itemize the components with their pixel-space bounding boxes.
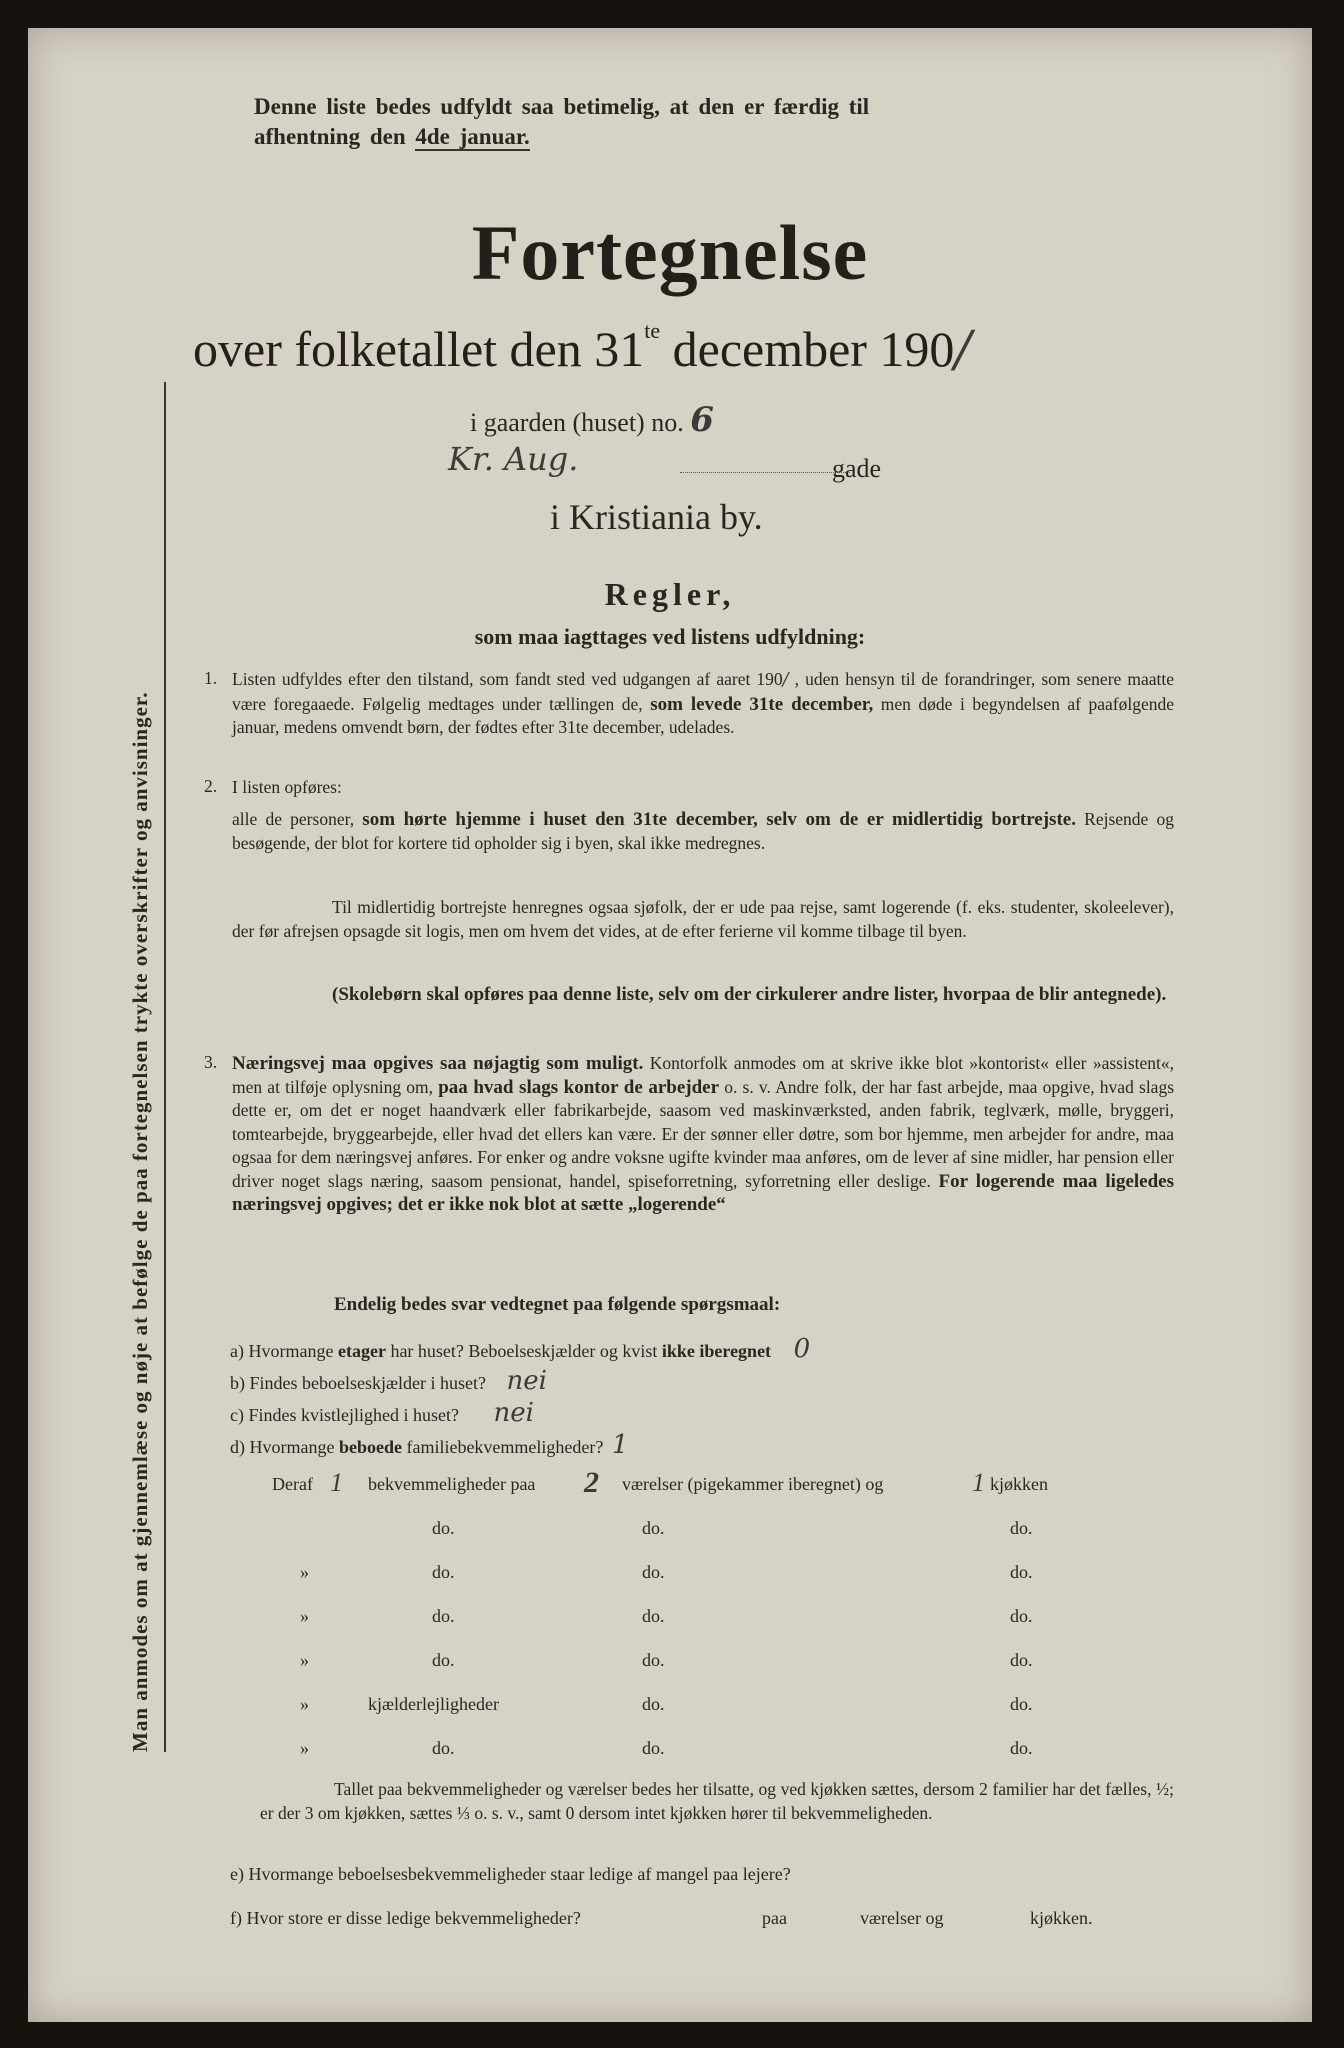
rule-2-head: I listen opføres:: [232, 777, 342, 797]
row-6-do-2: do.: [642, 1738, 665, 1758]
question-d-bold: beboede: [338, 1437, 402, 1457]
rule-1-bold: som levede 31te december,: [650, 693, 874, 715]
table-col-2: værelser (pigekammer iberegnet) og: [622, 1474, 884, 1494]
question-e: e) Hvormange beboelsesbekvemmeligheder staar ledige af mangel paa lejere?: [230, 1864, 791, 1884]
row-6-do-3: do.: [1010, 1738, 1033, 1758]
rule-1-c: men døde i begyndelsen af paafølgende januar, medens omvendt børn, der fødtes efter 31te december, udelades.: [232, 693, 1175, 737]
table-note: Tallet paa bekvemmeligheder og værelser bedes her tilsatte, og ved kjøkken sættes, dersom 2 familier har det fælles, ½; er der 3 om kjøkken, sættes ⅓ o. s. v., samt 0 dersom intet kjøkken hører til bekvemmeligheden.: [260, 1779, 1174, 1823]
rule-2-paragraph-3: (Skolebørn skal opføres paa denne liste, selv om der cirkulerer andre lister, hvorpaa de blir antegnede).: [332, 984, 1167, 1005]
census-form-sheet: [28, 28, 1312, 2022]
street-handwritten: Kr. Aug.: [448, 440, 579, 478]
row-4-do-2: do.: [642, 1650, 665, 1670]
subtitle-pre: over folketallet den 31: [193, 321, 645, 377]
subtitle-post: december 190: [672, 321, 955, 377]
row-6-do-1: do.: [432, 1738, 455, 1758]
row-2-do-2: do.: [642, 1562, 665, 1582]
row-6-quote: »: [300, 1738, 309, 1758]
notice-line-2: [254, 122, 1174, 152]
subtitle-sup: te: [644, 318, 661, 343]
table-col-3: kjøkken: [990, 1474, 1048, 1494]
row-1-do-1: do.: [432, 1518, 455, 1538]
gade-label: gade: [832, 454, 882, 483]
street-dotted-line: [680, 472, 850, 473]
notice-date: 4de januar.: [415, 124, 530, 149]
city-label: i Kristiania by.: [550, 497, 763, 537]
table-deraf: Deraf: [272, 1474, 313, 1494]
question-a: [230, 1334, 810, 1364]
question-a-pre: a) Hvormange: [230, 1341, 334, 1361]
delivery-notice: [254, 92, 1174, 152]
question-b-text: b) Findes beboelseskjælder i huset?: [230, 1373, 486, 1393]
row-2-quote: »: [300, 1562, 309, 1582]
row-4-do-3: do.: [1010, 1650, 1033, 1670]
form-title: Fortegnelse: [471, 209, 869, 296]
table-col-1-handwritten: 2: [584, 1466, 599, 1499]
rules-title: Regler,: [604, 576, 736, 612]
rule-1-year-handwritten: /: [782, 670, 789, 690]
rule-3-text: [232, 1052, 1174, 1217]
question-a-mid: har huset? Beboelseskjælder og kvist: [390, 1341, 658, 1361]
row-2-do-1: do.: [432, 1562, 455, 1582]
table-col-1: bekvemmeligheder paa: [368, 1474, 536, 1494]
rule-1-number: 1.: [204, 668, 218, 688]
rule-3-a: Kontorfolk anmodes om at skrive ikke blot »kontorist« eller »assistent«, men at tilføje oplysning om,: [232, 1053, 1174, 1097]
rule-3-bold-1: Næringsvej maa opgives saa nøjagtig som muligt.: [232, 1053, 644, 1074]
side-instruction: Man anmodes om at gjennemlæse og nøje at befølge de paa fortegnelsen trykte overskrifter og anvisninger.: [128, 691, 152, 1752]
row-5-do-3: do.: [1010, 1694, 1033, 1714]
rule-1-a: Listen udfyldes efter den tilstand, som fandt sted ved udgangen af aaret 190: [232, 669, 783, 689]
house-number-handwritten: 6: [690, 400, 714, 440]
table-col-2-handwritten: 1: [972, 1468, 985, 1497]
row-3-do-1: do.: [432, 1606, 455, 1626]
rule-3-bold-2: paa hvad slags kontor de arbejder: [438, 1076, 720, 1098]
rule-3-b: o. s. v. Andre folk, der har fast arbejde, maa opgive, hvad slags dette er, om det er noget haandværk eller fabrikarbejde, saasom ved maskinværksted, anden fabrik, teglværk, mølle, bryggeri, tomtearbejde, bryggearbejde, eller hvad det ellers kan være. Er der sønner eller døtre, som bor hjemme, men arbejder for andre, maa ogsaa for dem næringsvej anføres. For enker og andre voksne ugifte kvinder maa anføres, om de lever af sine midler, har pension eller driver noget slags næring, saasom pensionat, handel, spiseforretning, syforretning eller deslige.: [232, 1076, 1175, 1191]
answer-d-handwritten: 1: [611, 1430, 629, 1460]
rule-1-text: [232, 668, 1174, 740]
row-4-quote: »: [300, 1650, 309, 1670]
rule-2-number: 2.: [204, 776, 218, 796]
question-b: [230, 1366, 547, 1396]
question-a-bold: etager: [337, 1341, 386, 1361]
question-c: [230, 1398, 534, 1428]
questions-intro: Endelig bedes svar vedtegnet paa følgende spørgsmaal:: [334, 1294, 781, 1315]
rule-2-paragraph-2: Til midlertidig bortrejste henregnes ogsaa sjøfolk, der er ude paa rejse, samt logerende (f. eks. studenter, skoleelever), der før afrejsen opsagde sit logis, men om hvem det vides, at de efter ferierne vil komme tilbage til byen.: [232, 897, 1174, 941]
row-5-quote: »: [300, 1694, 309, 1714]
row-3-do-3: do.: [1010, 1606, 1033, 1626]
question-c-text: c) Findes kvistlejlighed i huset?: [230, 1405, 459, 1425]
row-5-do-2: do.: [642, 1694, 665, 1714]
question-f-kjokken: kjøkken.: [1030, 1908, 1093, 1928]
rule-2-b: Rejsende og besøgende, der blot for kortere tid opholder sig i byen, skal ikke medregnes.: [232, 809, 1174, 853]
side-rule-line: [164, 382, 166, 1752]
form-subtitle: [193, 318, 971, 378]
rule-1-b: , uden hensyn til de forandringer, som senere maatte være foregaaede. Følgelig medtages under tællingen de,: [232, 669, 1175, 714]
row-3-quote: »: [300, 1606, 309, 1626]
question-f: f) Hvor store er disse ledige bekvemmeligheder?: [230, 1908, 581, 1928]
answer-b-handwritten: nei: [506, 1366, 547, 1396]
subtitle-year-handwritten: /: [954, 320, 972, 378]
rule-3-number: 3.: [204, 1052, 218, 1072]
question-d-pre: d) Hvormange: [230, 1437, 335, 1457]
table-deraf-handwritten: 1: [330, 1468, 343, 1497]
row-1-do-3: do.: [1010, 1518, 1033, 1538]
row-3-do-2: do.: [642, 1606, 665, 1626]
notice-line-2-text: afhentning den: [254, 124, 406, 149]
question-d: [230, 1430, 628, 1460]
rule-2-a: alle de personer,: [232, 809, 355, 829]
question-f-paa: paa: [762, 1908, 787, 1928]
question-d-post: familiebekvemmeligheder?: [406, 1437, 604, 1457]
notice-line-1: Denne liste bedes udfyldt saa betimelig, at den er færdig til: [254, 94, 870, 119]
rule-2-text: [232, 808, 1174, 855]
row-1-do-2: do.: [642, 1518, 665, 1538]
answer-c-handwritten: nei: [493, 1398, 534, 1428]
house-number-line: [470, 400, 714, 440]
row-4-do-1: do.: [432, 1650, 455, 1670]
question-a-bold-2: ikke iberegnet: [661, 1341, 772, 1361]
answer-a-handwritten: 0: [793, 1334, 811, 1364]
row-2-do-3: do.: [1010, 1562, 1033, 1582]
question-f-vaerelser: værelser og: [860, 1908, 944, 1928]
rule-2-bold: som hørte hjemme i huset den 31te december, selv om de er midlertidig bortrejste.: [362, 809, 1076, 830]
house-label: i gaarden (huset) no.: [470, 408, 684, 437]
rule-3-bold-3: For logerende maa ligeledes næringsvej opgives; det er ikke nok blot at sætte „logerende“: [232, 1170, 1174, 1215]
row-5-kjaelder: kjælderlejligheder: [368, 1694, 499, 1714]
rules-subtitle: som maa iagttages ved listens udfyldning:: [474, 624, 866, 649]
